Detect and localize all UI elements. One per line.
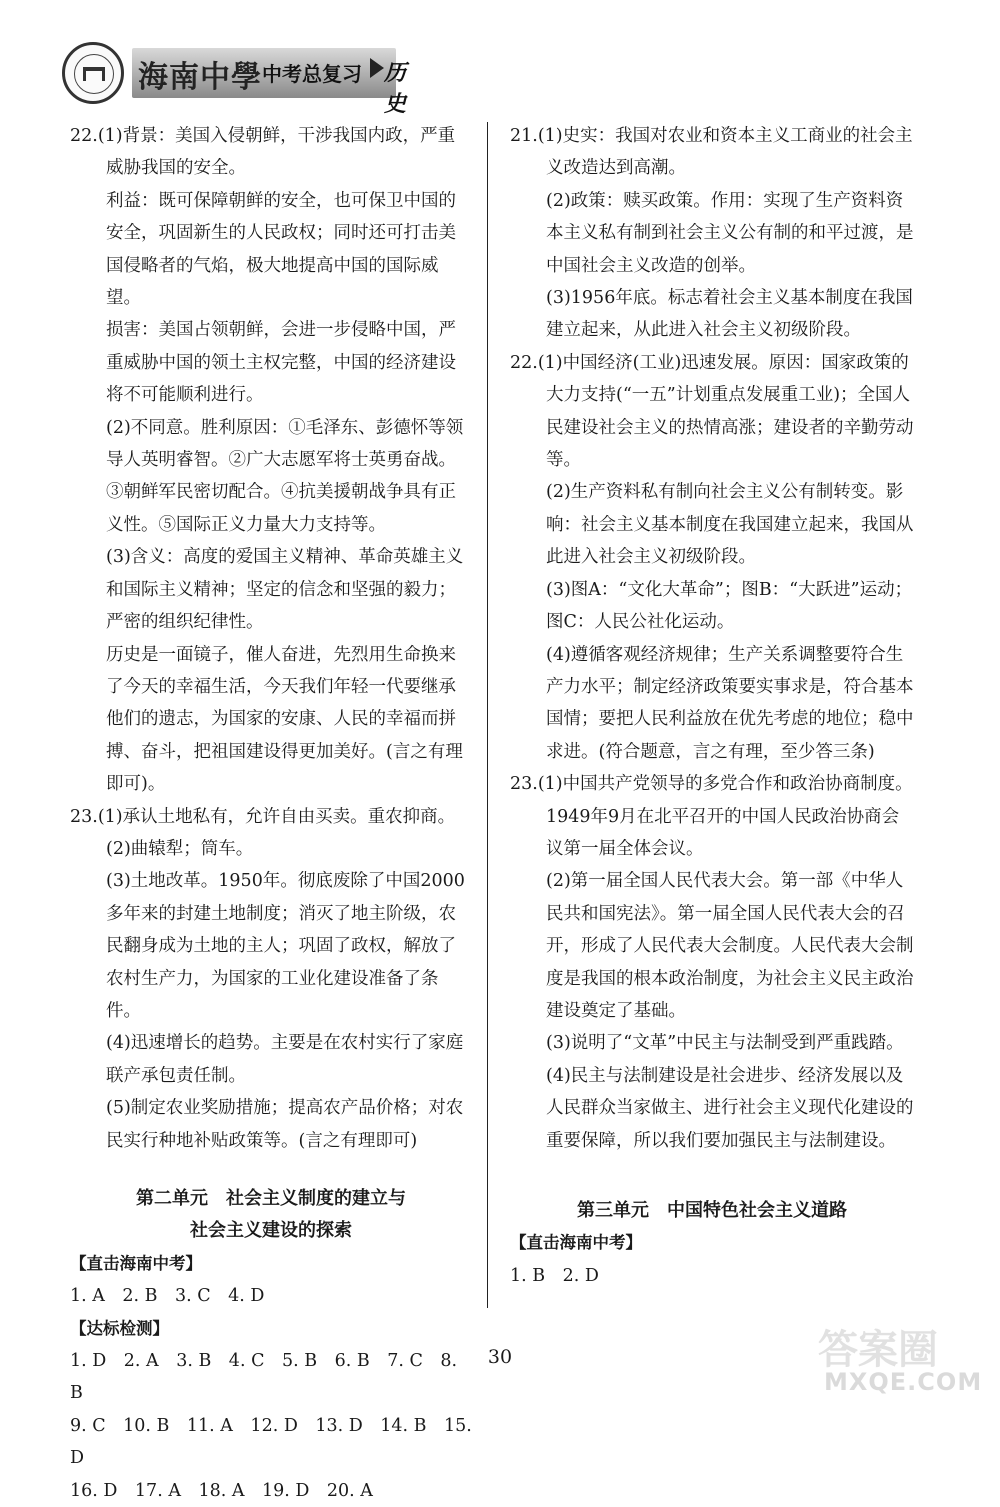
unit-2-title: 第二单元 社会主义制度的建立与 (136, 1188, 406, 1209)
answer-line: (3)说明了“文革”中民主与法制受到严重践踏。 (546, 1033, 904, 1054)
answer-line: 利益：既可保障朝鲜的安全，也可保卫中国的安全，巩固新生的人民政权；同时还可打击美国侵略者的气焰，极大地提高中国的国际威望。 (106, 190, 456, 309)
section-heading: 【达标检测】 (70, 1318, 169, 1338)
answer-line: (1)中国经济(工业)迅速发展。原因：国家政策的大力支持(“一五”计划重点发展重工业)；全国人民建设社会主义的热情高涨；建设者的辛勤劳动等。 (537, 352, 914, 471)
left-column (70, 120, 472, 1507)
answer-key: 16. D 17. A 18. A 19. D 20. A (70, 1480, 373, 1501)
page-header (62, 42, 407, 117)
page-number: 30 (487, 1346, 513, 1368)
answer-line: (2)曲辕犁；筒车。 (106, 838, 254, 859)
watermark-text: 答案圈 (818, 1327, 938, 1373)
book-title: 中考总复习 (262, 62, 362, 86)
watermark-logo (818, 1318, 986, 1404)
answer-key: 1. B 2. D (510, 1265, 599, 1286)
answer-key: 9. C 10. B 11. A 12. D 13. D 14. B 15. D (70, 1415, 472, 1469)
right-column (510, 120, 914, 1292)
section-heading: 【直击海南中考】 (70, 1253, 202, 1273)
answer-line: 历史是一面镜子，催人奋进，先烈用生命换来了今天的幸福生活，今天我们年轻一代要继承他们的遗志，为国家的安康、人民的幸福而拼搏、奋斗，把祖国建设得更加美好。(言之有理即可)。 (106, 644, 463, 795)
subject-label: 历史 (384, 60, 407, 117)
answer-line: (3)1956年底。标志着社会主义基本制度在我国建立起来，从此进入社会主义初级阶段。 (546, 288, 913, 341)
answer-line: (3)图A：“文化大革命”；图B：“大跃进”运动；图C：人民公社化运动。 (546, 579, 913, 633)
watermark-url: MXQE.COM (824, 1368, 983, 1396)
school-name: 海南中學 (138, 60, 262, 95)
question-number: 22. (510, 352, 538, 373)
unit-3-title: 第三单元 中国特色社会主义道路 (577, 1200, 847, 1221)
answer-line: (2)第一届全国人民代表大会。第一部《中华人民共和国宪法》。第一届全国人民代表大会的召开，形成了人民代表大会制度。人民代表大会制度是我国的根本政治制度，为社会主义民主政治建设奠定了基础。 (546, 871, 914, 1021)
question-21 (510, 120, 914, 347)
section-heading: 【直击海南中考】 (510, 1233, 642, 1253)
answer-line: 损害：美国占领朝鲜，会进一步侵略中国，严重威胁中国的领土主权完整，中国的经济建设将不可能顺利进行。 (106, 320, 456, 406)
question-number: 22. (70, 126, 98, 146)
school-seal-icon (62, 42, 124, 104)
unit-2-title-cont: 社会主义建设的探索 (190, 1220, 352, 1242)
answer-line: (5)制定农业奖励措施；提高农产品价格；对农民实行种地补贴政策等。(言之有理即可) (106, 1098, 464, 1151)
answer-line: (1)史实：我国对农业和资本主义工商业的社会主义改造达到高潮。 (537, 126, 913, 179)
answer-line: (2)生产资料私有制向社会主义公有制转变。影响：社会主义基本制度在我国建立起来，我国从此进入社会主义初级阶段。 (546, 482, 914, 568)
question-number: 23. (510, 774, 538, 795)
answer-key: 1. D 2. A 3. B 4. C 5. B 6. B 7. C 8. B (70, 1351, 458, 1404)
answer-line: (4)迅速增长的趋势。主要是在农村实行了家庭联产承包责任制。 (106, 1033, 464, 1086)
arrow-icon (370, 58, 384, 78)
question-22 (510, 347, 914, 768)
answer-line: (1)承认土地私有，允许自由买卖。重农抑商。 (97, 806, 456, 827)
question-23 (510, 768, 914, 1157)
question-23 (70, 801, 472, 1157)
question-number: 23. (70, 806, 98, 827)
answer-line: (4)民主与法制建设是社会进步、经济发展以及人民群众当家做主、进行社会主义现代化建设的重要保障，所以我们要加强民主与法制建设。 (546, 1065, 914, 1151)
answer-line: (3)含义：高度的爱国主义精神、革命英雄主义和国际主义精神；坚定的信念和坚强的毅力；严密的组织纪律性。 (106, 547, 464, 633)
answer-line: (3)土地改革。1950年。彻底废除了中国2000多年来的封建土地制度；消灭了地主阶级，农民翻身成为土地的主人；巩固了政权，解放了农村生产力，为国家的工业化建设准备了条件。 (106, 871, 465, 1021)
answer-key: 1. A 2. B 3. C 4. D (70, 1286, 265, 1307)
answer-line: (1)背景：美国入侵朝鲜，干涉我国内政，严重威胁我国的安全。 (97, 126, 456, 179)
answer-line: (1)中国共产党领导的多党合作和政治协商制度。1949年9月在北平召开的中国人民政治协商会议第一届全体会议。 (537, 774, 913, 859)
column-divider (487, 122, 488, 1308)
question-22 (70, 120, 472, 801)
answer-line: (2)不同意。胜利原因：①毛泽东、彭德怀等领导人英明睿智。②广大志愿军将士英勇奋战。③朝鲜军民密切配合。④抗美援朝战争具有正义性。⑤国际正义力量大力支持等。 (106, 417, 464, 535)
answer-line: (4)遵循客观经济规律；生产关系调整要符合生产力水平；制定经济政策要实事求是，符合基本国情；要把人民利益放在优先考虑的地位；稳中求进。(符合题意，言之有理，至少答三条) (546, 644, 914, 762)
question-number: 21. (510, 126, 538, 146)
answer-line: (2)政策：赎买政策。作用：实现了生产资料资本主义私有制到社会主义公有制的和平过渡，是中国社会主义改造的创举。 (546, 190, 914, 276)
